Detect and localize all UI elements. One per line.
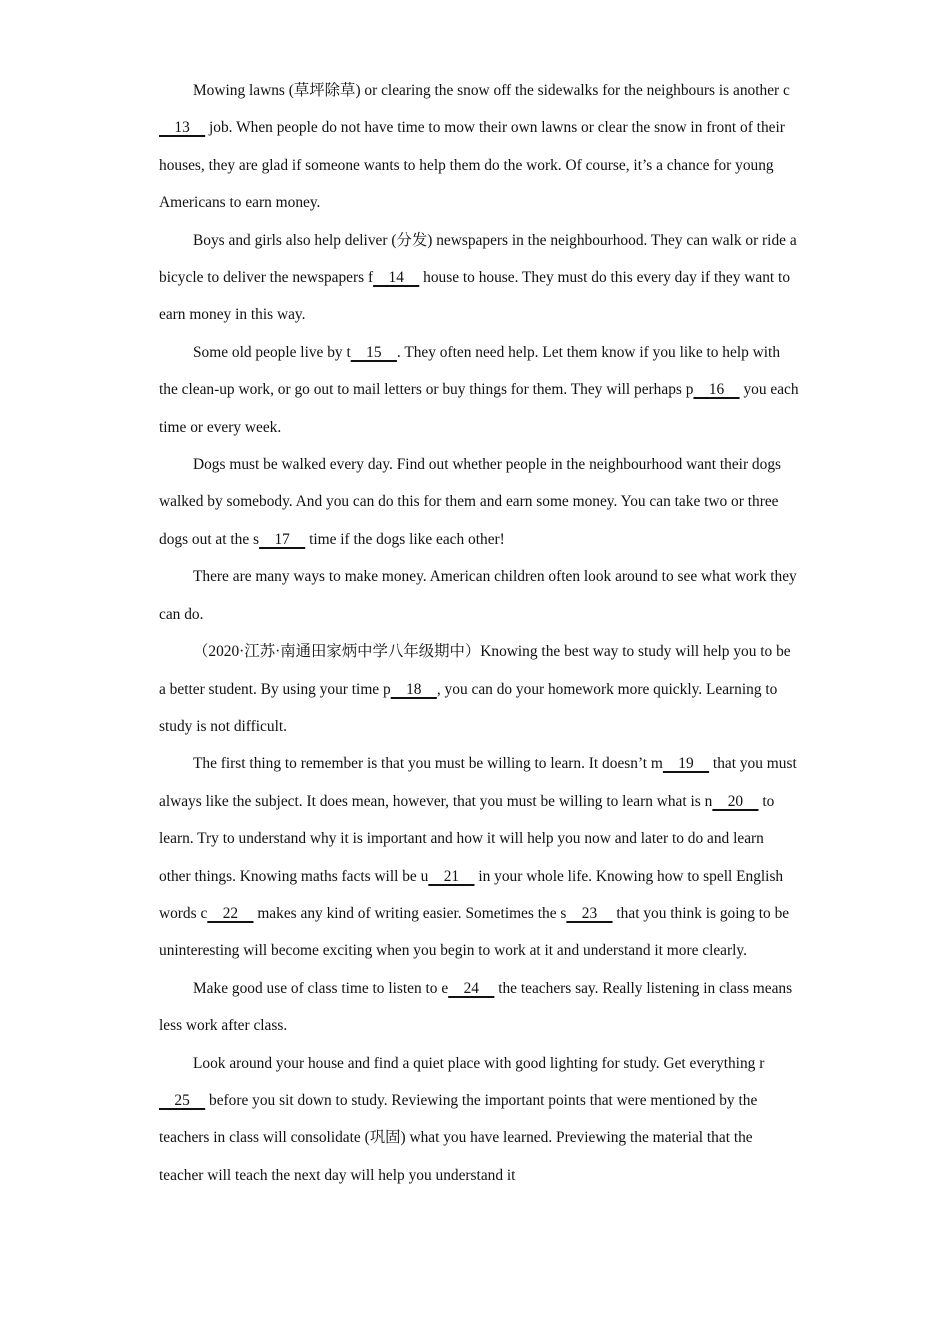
paragraph-old-people xyxy=(159,334,799,446)
blank-14[interactable]: 14 xyxy=(373,269,420,287)
text-segment: in your whole life. Knowing how to spell English words c xyxy=(159,867,784,922)
text-segment: . They often need help. Let them know if you like to help with the clean-up work, or go out to mail letters or buy things for them. They will perhaps p xyxy=(159,343,781,399)
text-segment: job. When people do not have time to mow their own lawns or clear the snow in front of their houses, they are glad if someone wants to help them do the work. Of course, it’s a chance for young Americans to earn money. xyxy=(159,119,785,212)
text-segment: Some old people live by t xyxy=(193,343,351,361)
text-segment: the teachers say. Really listening in class means less work after class. xyxy=(159,979,793,1035)
blank-17[interactable]: 17 xyxy=(259,530,306,548)
blank-18[interactable]: 18 xyxy=(390,680,437,698)
text-segment: Dogs must be walked every day. Find out whether people in the neighbourhood want their dogs walked by somebody. And you can do this for them and earn some money. You can take two or three dogs out at the s xyxy=(159,456,781,548)
blank-16[interactable]: 16 xyxy=(693,381,740,399)
paragraph-newspapers xyxy=(159,222,799,334)
text-segment: that you think is going to be uninteresting will become exciting when you begin to work at it and understand it more clearly. xyxy=(159,904,790,960)
blank-25[interactable]: 25 xyxy=(159,1091,206,1109)
text-segment: Look around your house and find a quiet place with good lighting for study. Get everything r xyxy=(193,1054,765,1072)
paragraph-dogs xyxy=(159,446,799,558)
paragraph-study-intro xyxy=(159,633,799,745)
blank-21[interactable]: 21 xyxy=(428,867,475,885)
blank-22[interactable]: 22 xyxy=(207,904,254,922)
blank-19[interactable]: 19 xyxy=(662,755,710,773)
text-segment: There are many ways to make money. American children often look around to see what work they can do. xyxy=(159,568,797,623)
text-segment: The first thing to remember is that you must be willing to learn. It doesn’t m xyxy=(193,755,663,773)
text-segment: that you must always like the subject. It does mean, however, that you must be willing to learn what is n xyxy=(159,755,797,810)
text-segment: before you sit down to study. Reviewing the important points that were mentioned by the teachers in class will consolidate (巩固) what you have learned. Previewing the material that the teacher will teach the next day will help you understand it xyxy=(159,1091,758,1184)
paragraph-lawn-mowing xyxy=(159,72,799,222)
text-segment: time if the dogs like each other! xyxy=(305,530,505,548)
text-segment: Boys and girls also help deliver (分发) newspapers in the neighbourhood. They can walk or ride a bicycle to deliver the newspapers f xyxy=(159,231,797,287)
paragraph-willing-to-learn xyxy=(159,745,799,969)
text-segment: you each time or every week. xyxy=(159,381,799,436)
text-segment: to learn. Try to understand why it is important and how it will help you now and later to do and learn other things. Knowing maths facts will be u xyxy=(159,792,775,885)
text-segment: makes any kind of writing easier. Sometimes the s xyxy=(253,904,567,922)
paragraph-ways-to-earn xyxy=(159,558,799,633)
blank-24[interactable]: 24 xyxy=(448,979,495,997)
blank-13[interactable]: 13 xyxy=(159,119,206,137)
paragraph-study-place xyxy=(159,1045,799,1195)
blank-20[interactable]: 20 xyxy=(712,792,759,810)
text-segment: （2020·江苏·南通田家炳中学八年级期中）Knowing the best way to study will help you to be a better student. By using your time p xyxy=(159,643,791,698)
blank-23[interactable]: 23 xyxy=(566,904,613,922)
text-segment: Mowing lawns (草坪除草) or clearing the snow off the sidewalks for the neighbours is another c xyxy=(193,82,790,99)
text-segment: Make good use of class time to listen to e xyxy=(193,979,449,997)
document-page xyxy=(159,72,799,1194)
text-segment: house to house. They must do this every day if they want to earn money in this way. xyxy=(159,269,791,324)
text-segment: , you can do your homework more quickly. Learning to study is not difficult. xyxy=(159,680,778,735)
blank-15[interactable]: 15 xyxy=(350,343,397,361)
paragraph-class-time xyxy=(159,970,799,1045)
